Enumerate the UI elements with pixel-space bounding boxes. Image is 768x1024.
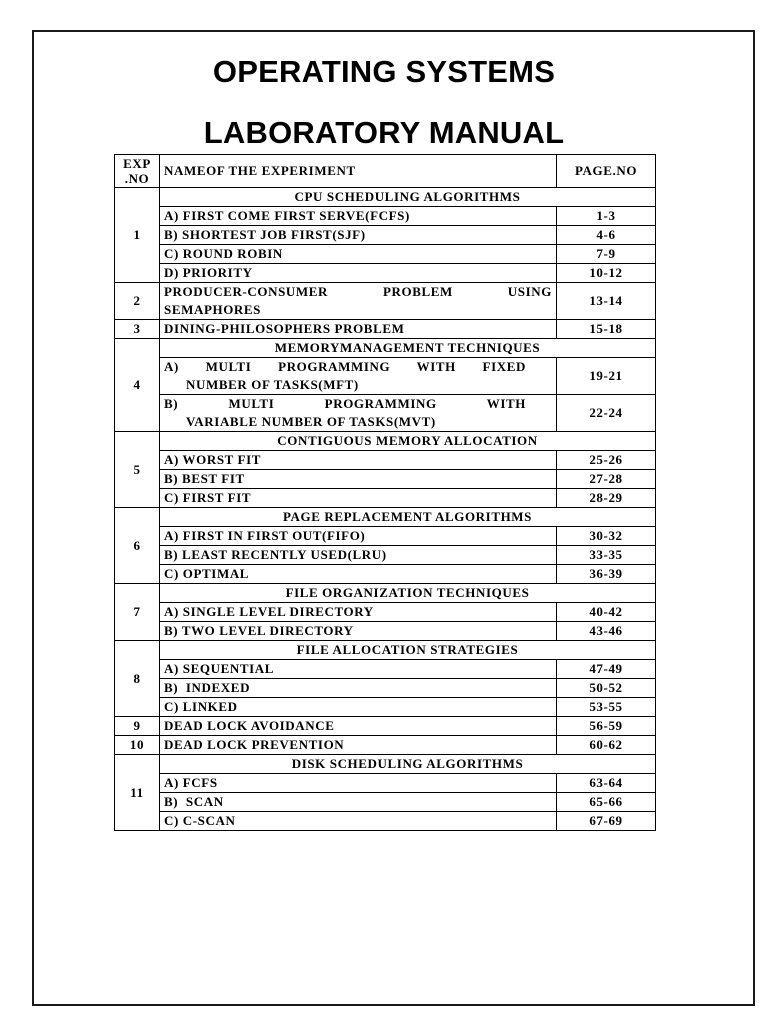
experiment-name: DEAD LOCK PREVENTION xyxy=(160,736,557,755)
table-row xyxy=(115,207,656,226)
table-row xyxy=(115,395,656,432)
page-range: 63-64 xyxy=(557,774,656,793)
page-range: 7-9 xyxy=(557,245,656,264)
header-exp-no xyxy=(115,155,160,188)
experiment-name: D) PRIORITY xyxy=(160,264,557,283)
exp-no: 8 xyxy=(115,641,160,717)
experiment-name: B) BEST FIT xyxy=(160,470,557,489)
page-range: 27-28 xyxy=(557,470,656,489)
page-range: 50-52 xyxy=(557,679,656,698)
table-row xyxy=(115,188,656,207)
experiment-name: A) WORST FIT xyxy=(160,451,557,470)
table-row xyxy=(115,679,656,698)
table-row xyxy=(115,283,656,320)
experiment-name: B) SCAN xyxy=(160,793,557,812)
page-range: 19-21 xyxy=(557,358,656,395)
table-row xyxy=(115,358,656,395)
experiment-name: C) C-SCAN xyxy=(160,812,557,831)
experiment-name: C) FIRST FIT xyxy=(160,489,557,508)
page-range: 4-6 xyxy=(557,226,656,245)
experiment-name: C) OPTIMAL xyxy=(160,565,557,584)
table-row xyxy=(115,584,656,603)
exp-no: 6 xyxy=(115,508,160,584)
page-range: 47-49 xyxy=(557,660,656,679)
page-range: 33-35 xyxy=(557,546,656,565)
table-row xyxy=(115,470,656,489)
contents-table xyxy=(114,154,656,831)
table-row xyxy=(115,755,656,774)
experiment-name xyxy=(160,395,557,432)
experiment-name: B) TWO LEVEL DIRECTORY xyxy=(160,622,557,641)
section-heading: PAGE REPLACEMENT ALGORITHMS xyxy=(160,508,656,527)
header-experiment-name: NAMEOF THE EXPERIMENT xyxy=(160,155,557,188)
table-row xyxy=(115,641,656,660)
table-row xyxy=(115,736,656,755)
document-title: OPERATING SYSTEMS xyxy=(212,54,556,89)
experiment-name: DEAD LOCK AVOIDANCE xyxy=(160,717,557,736)
page-range: 28-29 xyxy=(557,489,656,508)
experiment-name: DINING-PHILOSOPHERS PROBLEM xyxy=(160,320,557,339)
table-header-row xyxy=(115,155,656,188)
exp-no: 10 xyxy=(115,736,160,755)
experiment-name: A) SEQUENTIAL xyxy=(160,660,557,679)
section-heading: MEMORYMANAGEMENT TECHNIQUES xyxy=(160,339,656,358)
experiment-name: A) FIRST IN FIRST OUT(FIFO) xyxy=(160,527,557,546)
table-row xyxy=(115,793,656,812)
page-range: 53-55 xyxy=(557,698,656,717)
page-range: 22-24 xyxy=(557,395,656,432)
exp-no: 5 xyxy=(115,432,160,508)
exp-no: 2 xyxy=(115,283,160,320)
experiment-name-line2: NUMBER OF TASKS(MFT) xyxy=(186,377,359,392)
page-range: 40-42 xyxy=(557,603,656,622)
experiment-name-line1: B) MULTI PROGRAMMING WITH xyxy=(164,396,526,411)
page-range: 65-66 xyxy=(557,793,656,812)
table-row xyxy=(115,489,656,508)
experiment-name-line2: VARIABLE NUMBER OF TASKS(MVT) xyxy=(186,414,436,429)
table-row xyxy=(115,226,656,245)
table-row xyxy=(115,264,656,283)
exp-no: 7 xyxy=(115,584,160,641)
table-row xyxy=(115,339,656,358)
exp-no: 1 xyxy=(115,188,160,283)
experiment-name: B) LEAST RECENTLY USED(LRU) xyxy=(160,546,557,565)
section-heading: FILE ALLOCATION STRATEGIES xyxy=(160,641,656,660)
experiment-name: A) FIRST COME FIRST SERVE(FCFS) xyxy=(160,207,557,226)
document-subtitle: LABORATORY MANUAL xyxy=(203,115,565,150)
page-range: 43-46 xyxy=(557,622,656,641)
experiment-name xyxy=(160,283,557,320)
page-range: 36-39 xyxy=(557,565,656,584)
page-range: 60-62 xyxy=(557,736,656,755)
table-row xyxy=(115,774,656,793)
exp-no: 4 xyxy=(115,339,160,432)
header-page-no: PAGE.NO xyxy=(557,155,656,188)
page-range: 13-14 xyxy=(557,283,656,320)
table-row xyxy=(115,603,656,622)
table-row xyxy=(115,527,656,546)
experiment-name: A) SINGLE LEVEL DIRECTORY xyxy=(160,603,557,622)
page-range: 10-12 xyxy=(557,264,656,283)
page-range: 30-32 xyxy=(557,527,656,546)
experiment-name: A) FCFS xyxy=(160,774,557,793)
table-row xyxy=(115,812,656,831)
experiment-name: B) SHORTEST JOB FIRST(SJF) xyxy=(160,226,557,245)
page-range: 56-59 xyxy=(557,717,656,736)
experiment-name-line1: PRODUCER-CONSUMER PROBLEM USING xyxy=(164,284,552,299)
table-row xyxy=(115,622,656,641)
section-heading: CPU SCHEDULING ALGORITHMS xyxy=(160,188,656,207)
page-range: 25-26 xyxy=(557,451,656,470)
page-range: 1-3 xyxy=(557,207,656,226)
table-row xyxy=(115,320,656,339)
table-row xyxy=(115,245,656,264)
exp-no: 11 xyxy=(115,755,160,831)
experiment-name xyxy=(160,358,557,395)
table-row xyxy=(115,432,656,451)
table-row xyxy=(115,698,656,717)
table-row xyxy=(115,508,656,527)
header-exp-no-line2: .NO xyxy=(124,171,150,186)
section-heading: FILE ORGANIZATION TECHNIQUES xyxy=(160,584,656,603)
table-row xyxy=(115,546,656,565)
section-heading: DISK SCHEDULING ALGORITHMS xyxy=(160,755,656,774)
experiment-name: C) ROUND ROBIN xyxy=(160,245,557,264)
exp-no: 9 xyxy=(115,717,160,736)
table-row xyxy=(115,565,656,584)
experiment-name-line1: A) MULTI PROGRAMMING WITH FIXED xyxy=(164,359,526,374)
header-exp-no-line1: EXP xyxy=(123,156,151,171)
experiment-name: C) LINKED xyxy=(160,698,557,717)
section-heading: CONTIGUOUS MEMORY ALLOCATION xyxy=(160,432,656,451)
table-row xyxy=(115,451,656,470)
page-range: 15-18 xyxy=(557,320,656,339)
experiment-name-line2: SEMAPHORES xyxy=(164,302,262,317)
page-range: 67-69 xyxy=(557,812,656,831)
exp-no: 3 xyxy=(115,320,160,339)
table-row xyxy=(115,660,656,679)
table-row xyxy=(115,717,656,736)
experiment-name: B) INDEXED xyxy=(160,679,557,698)
